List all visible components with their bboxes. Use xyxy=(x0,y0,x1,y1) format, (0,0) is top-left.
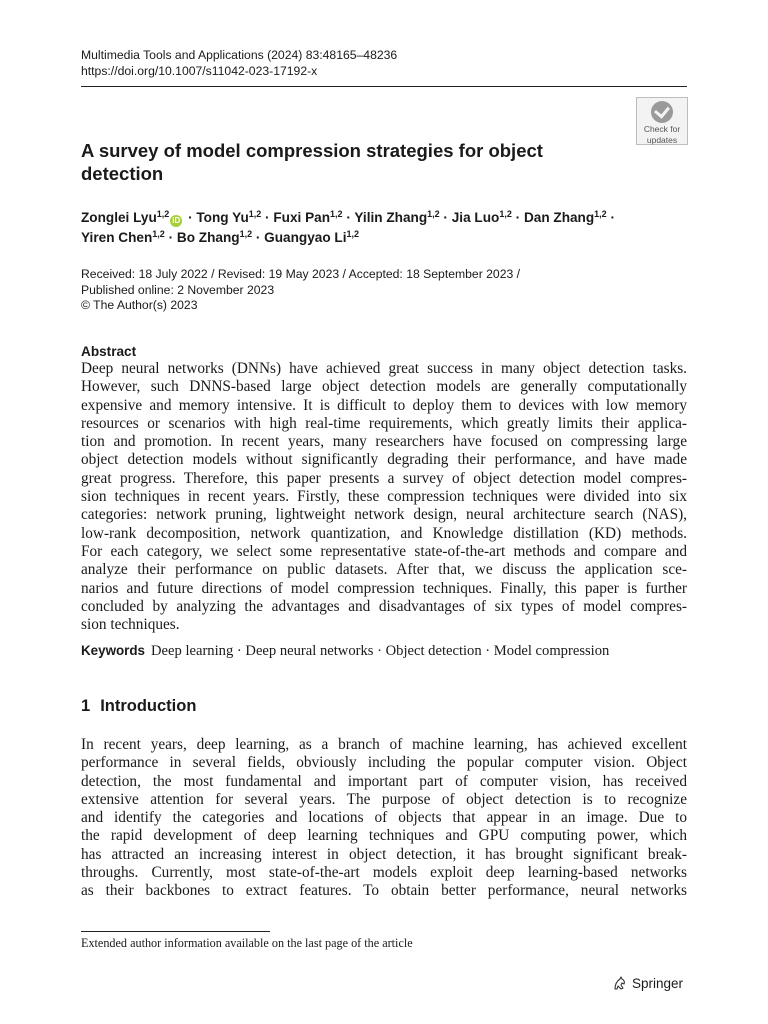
publication-dates xyxy=(81,267,520,314)
abstract-line: great progress. Therefore, this paper presents a survey of object detection model compres- xyxy=(81,469,687,487)
abstract-body xyxy=(81,360,687,634)
abstract-line: categories: network pruning, lightweight network design, neural architecture search (NAS), xyxy=(81,506,687,524)
keywords-list: Deep learning · Deep neural networks · Object detection · Model compression xyxy=(151,643,610,659)
abstract-line: concluded by analyzing the advantages and disadvantages of six types of model compres- xyxy=(81,597,687,615)
badge-line-2: updates xyxy=(646,134,678,145)
publisher-name: Springer xyxy=(632,976,684,991)
abstract-line: analyze their performance on public datasets. After that, we discuss the application sce- xyxy=(81,561,687,579)
check-for-updates-badge[interactable] xyxy=(636,97,688,145)
author[interactable]: Yilin Zhang$^{1,2}$ xyxy=(354,209,440,225)
author[interactable]: Yiren Chen$^{1,2}$ xyxy=(81,229,165,245)
abstract-line: Deep neural networks (DNNs) have achieved great success in many object detection tasks. xyxy=(81,360,687,377)
orcid-icon[interactable]: iD xyxy=(172,216,181,225)
header-rule xyxy=(81,86,687,87)
doi-link[interactable]: https://doi.org/10.1007/s11042-023-17192-x xyxy=(81,63,318,78)
author-list xyxy=(81,208,687,248)
abstract-line: low-rank decomposition, network quantization, and Knowledge distillation (KD) methods. xyxy=(81,524,687,542)
abstract-line: object detection models without significantly degrading their performance, and have made xyxy=(81,451,687,469)
author[interactable]: Dan Zhang$^{1,2}$ xyxy=(523,209,607,225)
intro-line: has attracted an increasing interest in object detection, it has brought significant break- xyxy=(81,845,687,863)
intro-line: the rapid development of deep learning techniques and GPU computing power, which xyxy=(81,827,687,845)
abstract-line: For each category, we select some representative state-of-the-art methods and compare and xyxy=(81,542,687,560)
author-line-2: Yiren Chen$^{1,2}$ · Bo Zhang$^{1,2}$ · Guangyao Li$^{1,2}$ xyxy=(81,229,360,245)
abstract-heading: Abstract xyxy=(81,344,137,359)
intro-line: performance in several fields, obviously including the popular computer vision. Object xyxy=(81,754,687,772)
abstract-line: sion techniques in recent years. Firstly, these compression techniques were divided into six xyxy=(81,488,687,506)
author[interactable]: Fuxi Pan$^{1,2}$ xyxy=(273,209,343,225)
author-line-1: Zonglei Lyu$^{1,2}$iD · Tong Yu$^{1,2}$ · Fuxi Pan$^{1,2}$ · Yilin Zhang$^{1,2}$ · Jia Luo$^{1,2}$ · Dan Zhang$^{1,2}$ · xyxy=(81,209,615,225)
abstract-line: resources or scenarios with high real-time requirements, which greatly limits their applica- xyxy=(81,414,687,432)
check-icon xyxy=(651,101,673,123)
intro-line: In recent years, deep learning, as a branch of machine learning, has achieved excellent xyxy=(81,736,687,753)
abstract-line: expensive and memory intensive. It is difficult to deploy them to devices with low memory xyxy=(81,396,687,414)
springer-horse-icon xyxy=(612,975,628,991)
introduction-body xyxy=(81,736,687,901)
intro-line: throughs. Currently, most state-of-the-art models exploit deep learning-based networks xyxy=(81,864,687,882)
abstract-line: narios and future directions of model compression techniques. Finally, this paper is further xyxy=(81,579,687,597)
author[interactable]: Jia Luo$^{1,2}$ xyxy=(451,209,512,225)
journal-citation: Multimedia Tools and Applications (2024) 83:48165–48236 xyxy=(81,48,398,62)
abstract-line: sion techniques. xyxy=(81,616,180,634)
author[interactable]: Zonglei Lyu$^{1,2}$ xyxy=(81,209,170,225)
springer-logo xyxy=(612,975,683,991)
footnote-rule xyxy=(81,931,270,932)
paper-title: A survey of model compression strategies for object detection xyxy=(81,140,543,184)
abstract-line: tion and promotion. In recent years, many researchers have focused on compressing large xyxy=(81,433,687,451)
keywords xyxy=(81,643,609,660)
section-number: 1 xyxy=(81,697,91,715)
section-title: Introduction xyxy=(100,697,197,715)
author[interactable]: Bo Zhang$^{1,2}$ xyxy=(176,229,253,245)
journal-header xyxy=(81,48,397,79)
dates-line: Published online: 2 November 2023 xyxy=(81,282,275,297)
author[interactable]: Guangyao Li$^{1,2}$ xyxy=(264,229,360,245)
badge-line-1: Check for xyxy=(643,124,681,134)
intro-line: extensive attention for several years. The purpose of object detection is to recognize xyxy=(81,790,687,808)
intro-line: detection, the most fundamental and important part of computer vision, has received xyxy=(81,772,687,790)
abstract-line: However, such DNNS-based large object detection models are generally computationally xyxy=(81,378,687,396)
dates-line: Received: 18 July 2022 / Revised: 19 May 2023 / Accepted: 18 September 2023 / xyxy=(81,267,521,281)
intro-line: and identify the categories and locations of objects that appear in an image. Due to xyxy=(81,809,687,827)
keywords-label: Keywords xyxy=(81,643,145,658)
author[interactable]: Tong Yu$^{1,2}$ xyxy=(196,209,262,225)
section-heading xyxy=(81,697,196,716)
footnote: Extended author information available on the last page of the article xyxy=(81,936,413,950)
intro-line: as their backbones to extract features. To obtain better performance, neural networks xyxy=(81,882,687,900)
copyright-line: © The Author(s) 2023 xyxy=(81,298,198,313)
